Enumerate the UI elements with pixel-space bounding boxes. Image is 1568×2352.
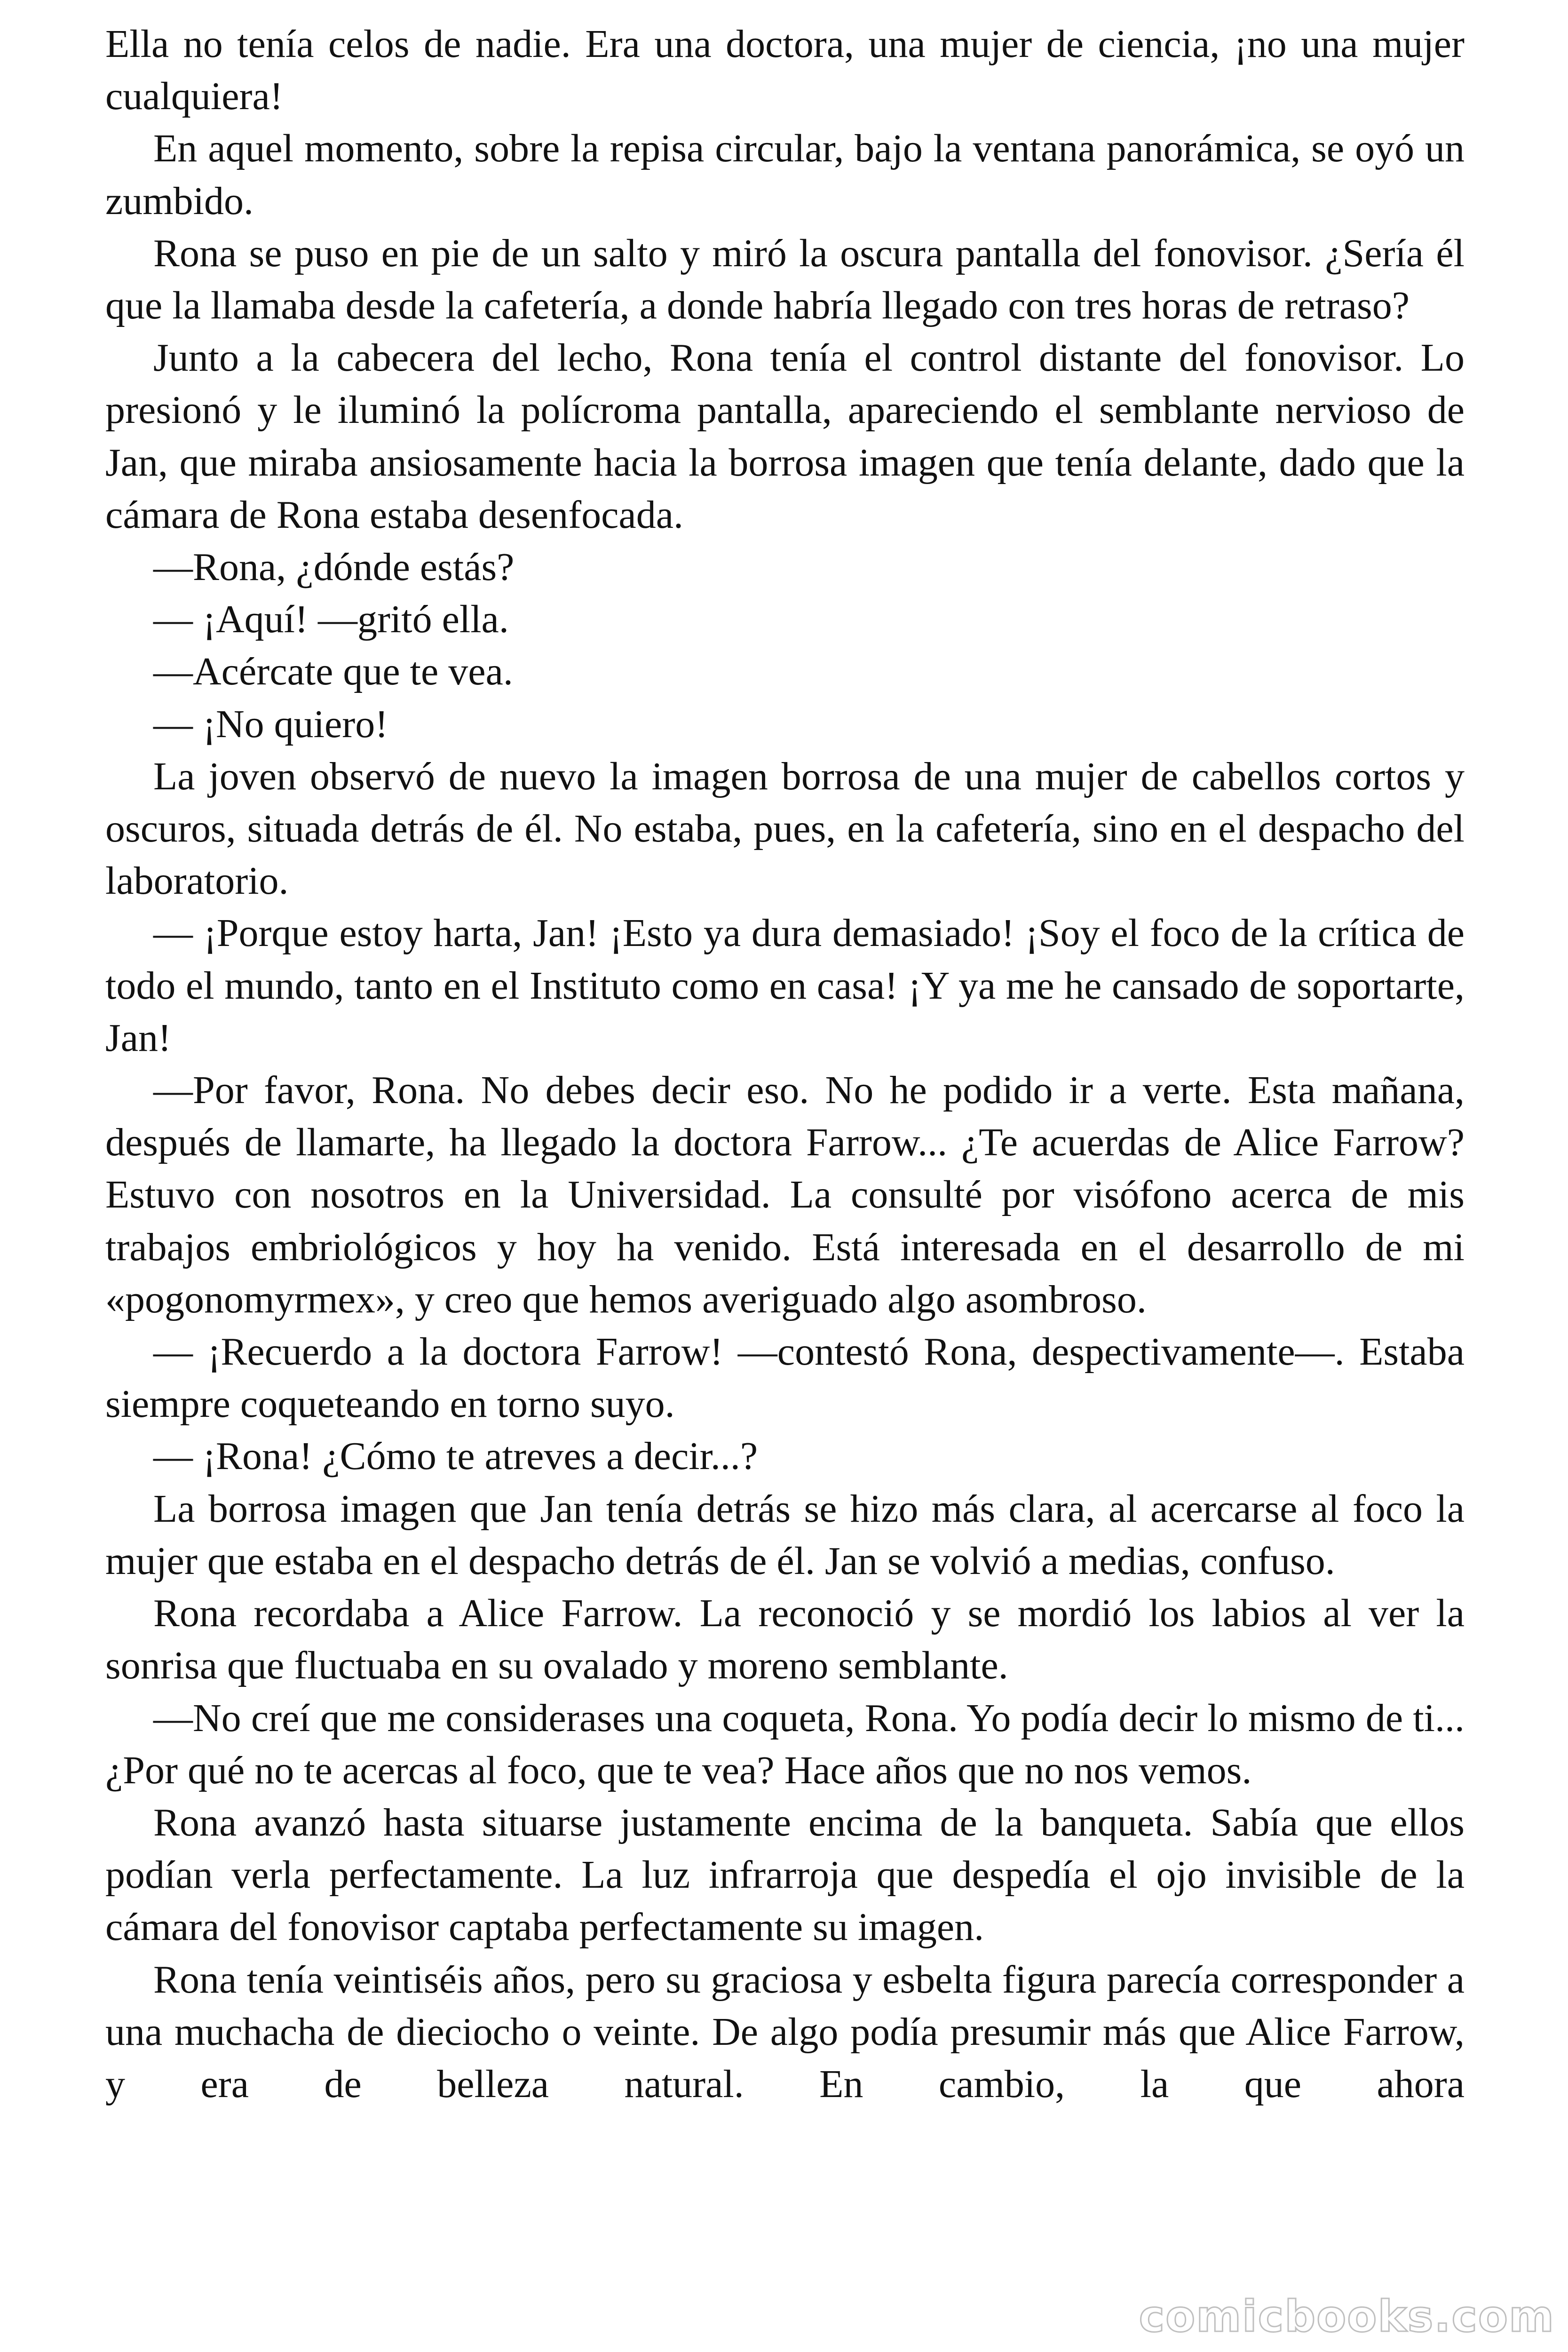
paragraph: Rona recordaba a Alice Farrow. La reconoció y se mordió los labios al ver la sonrisa que fluctuaba en su ovalado y moreno semblante. <box>105 1591 1465 1688</box>
paragraph: La joven observó de nuevo la imagen borrosa de una mujer de cabellos cortos y oscuros, situada detrás de él. No estaba, pues, en la cafetería, sino en el despacho del laboratorio. <box>105 754 1465 903</box>
paragraph: —Por favor, Rona. No debes decir eso. No he podido ir a verte. Esta mañana, después de llamarte, ha llegado la doctora Farrow... ¿Te acuerdas de Alice Farrow? Estuvo con nosotros en la Universidad. La consulté por visófono acerca de mis trabajos embriológicos y hoy ha venido. Está interesada en el desarrollo de mi «pogonomyrmex», y creo que hemos averiguado algo asombroso. <box>105 1068 1465 1321</box>
paragraph: Junto a la cabecera del lecho, Rona tenía el control distante del fonovisor. Lo presionó y le iluminó la polícroma pantalla, apareciendo el semblante nervioso de Jan, que miraba ansiosamente hacia la borrosa imagen que tenía delante, dado que la cámara de Rona estaba desenfocada. <box>105 336 1465 537</box>
paragraph: — ¡Recuerdo a la doctora Farrow! —contestó Rona, despectivamente—. Estaba siempre coqueteando en torno suyo. <box>105 1330 1465 1426</box>
paragraph: — ¡Rona! ¿Cómo te atreves a decir...? <box>153 1434 758 1478</box>
paragraph: Rona avanzó hasta situarse justamente encima de la banqueta. Sabía que ellos podían verla perfectamente. La luz infrarroja que despedía el ojo invisible de la cámara del fonovisor captaba perfectamente su imagen. <box>105 1800 1465 1949</box>
watermark: comicbooks.com <box>1139 2291 1555 2342</box>
page-text <box>105 18 1465 2110</box>
paragraph: —Rona, ¿dónde estás? <box>153 545 515 589</box>
paragraph: La borrosa imagen que Jan tenía detrás se hizo más clara, al acercarse al foco la mujer que estaba en el despacho detrás de él. Jan se volvió a medias, confuso. <box>105 1486 1465 1583</box>
paragraph: — ¡No quiero! <box>153 702 388 746</box>
paragraph: — ¡Aquí! —gritó ella. <box>153 597 509 642</box>
paragraph: Rona tenía veintiséis años, pero su graciosa y esbelta figura parecía corresponder a una muchacha de dieciocho o veinte. De algo podía presumir más que Alice Farrow, y era de belleza natural. En cambio, la que ahora <box>105 1957 1465 2106</box>
paragraph: — ¡Porque estoy harta, Jan! ¡Esto ya dura demasiado! ¡Soy el foco de la crítica de todo el mundo, tanto en el Instituto como en casa! ¡Y ya me he cansado de soportarte, Jan! <box>105 911 1465 1060</box>
paragraph: Ella no tenía celos de nadie. Era una doctora, una mujer de ciencia, ¡no una mujer cualquiera! <box>105 22 1465 119</box>
paragraph: —No creí que me considerases una coqueta, Rona. Yo podía decir lo mismo de ti... ¿Por qué no te acercas al foco, que te vea? Hace años que no nos vemos. <box>105 1696 1465 1792</box>
paragraph: —Acércate que te vea. <box>153 650 513 694</box>
paragraph: En aquel momento, sobre la repisa circular, bajo la ventana panorámica, se oyó un zumbido. <box>105 127 1465 223</box>
paragraph: Rona se puso en pie de un salto y miró la oscura pantalla del fonovisor. ¿Sería él que la llamaba desde la cafetería, a donde habría llegado con tres horas de retraso? <box>105 231 1465 328</box>
